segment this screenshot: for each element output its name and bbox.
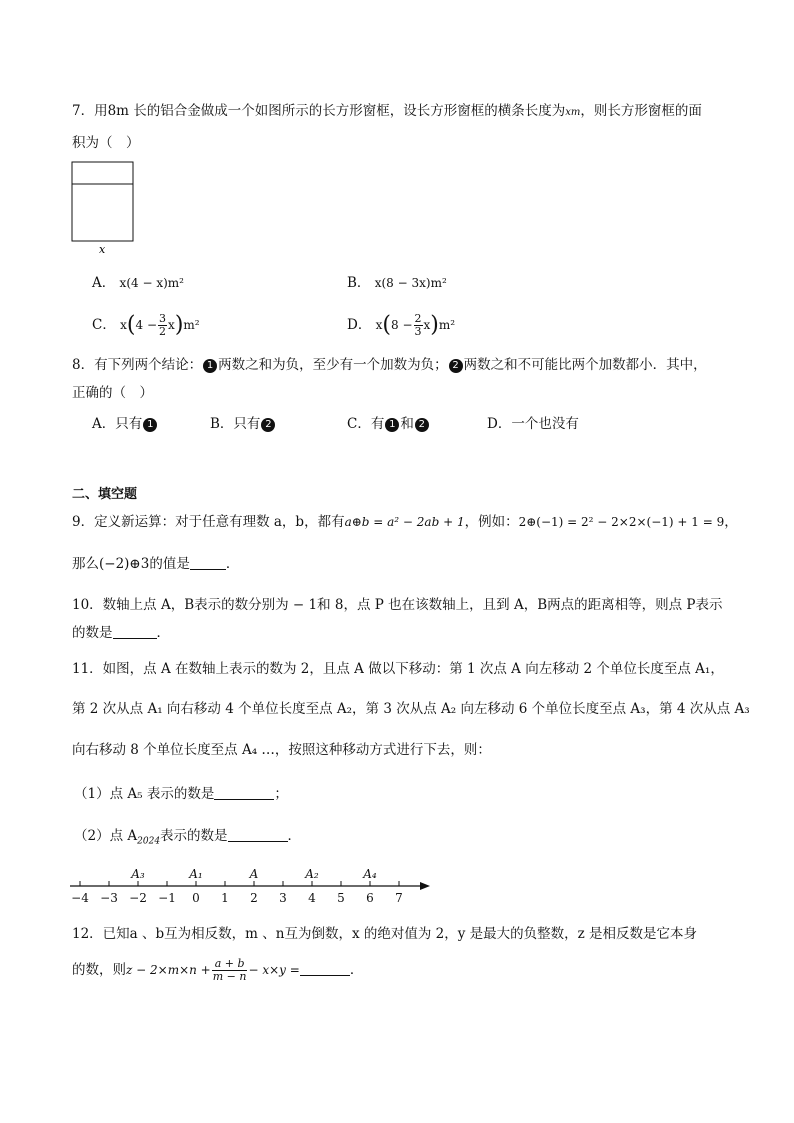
number-line-tick-label: 6 bbox=[366, 891, 374, 905]
option-c-fraction bbox=[158, 313, 167, 338]
q12-expr-b: − x×y = bbox=[248, 963, 300, 977]
q7-option-c[interactable]: C． x(4 − $\frac{3}{2}$ x)m² bbox=[92, 312, 200, 338]
q10-line1: 10．数轴上点 A，B表示的数分别为 − 1和 8，点 P 也在该数轴上，且到 A，B两点的距离相等，则点 P表示 bbox=[72, 597, 723, 613]
window-frame-figure bbox=[70, 160, 138, 256]
q12-fraction bbox=[212, 958, 248, 983]
number-line-point-label: A bbox=[249, 867, 259, 881]
q9-example: 2⊕(−1) = 2² − 2×2×(−1) + 1 = 9 bbox=[518, 515, 725, 529]
q10-line2 bbox=[72, 623, 170, 643]
q8-b-text: B．只有 bbox=[210, 416, 261, 432]
q12-denominator: m − n bbox=[212, 970, 247, 983]
q12-line2-end: ． bbox=[349, 962, 364, 978]
q9-line2-b: 的值是 bbox=[149, 556, 190, 572]
q11-line2: 第 2 次从点 A₁ 向右移动 4 个单位长度至点 A₂，第 3 次从点 A₂ 向左移动 6 个单位长度至点 A₃，第 4 次从点 A₃ bbox=[72, 701, 750, 717]
option-c-x: x bbox=[120, 318, 127, 332]
option-b-label: B． bbox=[347, 275, 371, 291]
q8-c-text: C．有 bbox=[347, 416, 385, 432]
circled-one-icon: 1 bbox=[385, 418, 399, 432]
circled-two-icon: 2 bbox=[261, 418, 275, 432]
q10-line2-end: ． bbox=[156, 625, 170, 641]
q8-option-c[interactable] bbox=[347, 414, 430, 434]
circled-one-icon: 1 bbox=[143, 418, 157, 432]
section-heading: 二、填空题 bbox=[72, 487, 138, 502]
number-line-tick-label: 0 bbox=[192, 891, 200, 905]
q7-line2: 积为（ ） bbox=[72, 135, 140, 151]
option-c-label: C． bbox=[92, 317, 116, 333]
number-line-point-label: A₂ bbox=[305, 867, 319, 881]
q9-expression: (−2)⊕3 bbox=[99, 556, 150, 572]
option-d-label: D． bbox=[347, 317, 372, 333]
q11-sub2-end: ． bbox=[287, 828, 302, 844]
number-line-figure bbox=[66, 862, 436, 910]
q7-var: xm bbox=[565, 107, 581, 118]
q8-text-c: 两数之和不可能比两个加数都小．其中， bbox=[463, 357, 707, 373]
q12-line2 bbox=[72, 958, 363, 983]
q12-answer-blank[interactable] bbox=[300, 961, 350, 976]
number-line-tick-label: −2 bbox=[129, 891, 147, 905]
circled-one-icon: 1 bbox=[203, 359, 217, 373]
q7-option-a[interactable] bbox=[92, 273, 184, 293]
q11-line1: 11．如图，点 A 在数轴上表示的数为 2，且点 A 做以下移动：第 1 次点 A 向左移动 2 个单位长度至点 A₁， bbox=[72, 661, 724, 677]
option-d-inner: 8 − bbox=[391, 318, 413, 332]
q11-sub1-text: （1）点 A₅ 表示的数是 bbox=[74, 786, 215, 802]
q8-a-text: A．只有 bbox=[92, 416, 143, 432]
number-line-tick-label: 5 bbox=[337, 891, 345, 905]
q12-line1: 12．已知a 、b互为相反数，m 、n互为倒数，x 的绝对值为 2，y 是最大的负整数，z 是相反数是它本身 bbox=[72, 926, 698, 942]
window-frame-outer bbox=[72, 162, 133, 241]
option-a-label: A． bbox=[92, 275, 116, 291]
q11-sub1-end: ； bbox=[274, 786, 288, 802]
q7-line1 bbox=[72, 101, 702, 123]
number-line-tick-label: −4 bbox=[71, 891, 89, 905]
q10-line2-text: 的数是 bbox=[72, 625, 113, 641]
q9-text-end: ， bbox=[724, 514, 738, 530]
option-a-expr: x(4 − x)m² bbox=[119, 276, 184, 290]
q9-text-mid: ，例如： bbox=[464, 514, 519, 530]
number-line-point-label: A₃ bbox=[131, 867, 145, 881]
q9-line2-a: 那么 bbox=[72, 556, 99, 572]
option-c-inner: 4 − bbox=[135, 318, 158, 332]
q12-expr-a: z − 2×m×n + bbox=[126, 963, 211, 977]
q11-sub2 bbox=[74, 826, 301, 852]
window-frame-label: x bbox=[99, 243, 106, 256]
option-d-x: x bbox=[375, 318, 383, 332]
circled-two-icon: 2 bbox=[415, 418, 429, 432]
number-line-tick-label: 3 bbox=[279, 891, 287, 905]
q11-line3: 向右移动 8 个单位长度至点 A₄ …，按照这种移动方式进行下去，则： bbox=[72, 742, 491, 758]
circled-two-icon: 2 bbox=[449, 359, 463, 373]
q12-line2-text: 的数，则 bbox=[72, 962, 126, 978]
option-c-unit: m² bbox=[183, 318, 200, 332]
number-line-tick-label: 4 bbox=[308, 891, 316, 905]
q11-sub2-subscript: 2024 bbox=[137, 836, 161, 847]
number-line-tick-label: 2 bbox=[250, 891, 258, 905]
q8-line2: 正确的（ ） bbox=[72, 385, 153, 401]
option-c-x2: x bbox=[168, 318, 175, 332]
q7-text: 7．用8m 长的铝合金做成一个如图所示的长方形窗框，设长方形窗框的横条长度为 bbox=[72, 103, 566, 119]
number-line-tick-label: −3 bbox=[100, 891, 118, 905]
number-line-tick-label: 7 bbox=[395, 891, 403, 905]
q12-numerator: a + b bbox=[212, 958, 248, 971]
q7-text2: ，则长方形窗框的面 bbox=[580, 103, 702, 119]
option-d-den: 3 bbox=[414, 325, 422, 338]
option-c-num: 3 bbox=[159, 312, 167, 325]
q7-option-b[interactable] bbox=[347, 273, 447, 293]
option-d-fraction bbox=[414, 313, 423, 338]
q10-answer-blank[interactable] bbox=[113, 624, 157, 639]
arrow-right-icon bbox=[420, 882, 430, 890]
option-c-den: 2 bbox=[159, 325, 167, 338]
q9-answer-blank[interactable] bbox=[190, 555, 226, 570]
q9-definition: a⊕b = a² − 2ab + 1 bbox=[344, 515, 465, 529]
number-line-point-label: A₄ bbox=[363, 867, 377, 881]
q9-line2-end: ． bbox=[225, 556, 240, 572]
q11-sub2-blank[interactable] bbox=[228, 827, 288, 842]
q7-option-d[interactable]: D． x(8 − $\frac{2}{3}$ x)m² bbox=[347, 312, 456, 338]
number-line-tick-label: −1 bbox=[158, 891, 176, 905]
q11-sub1-blank[interactable] bbox=[214, 785, 274, 800]
q8-option-d[interactable]: D．一个也没有 bbox=[487, 416, 579, 432]
option-d-unit: m² bbox=[438, 318, 456, 332]
option-d-x2: x bbox=[423, 318, 431, 332]
number-line-point-label: A₁ bbox=[189, 867, 203, 881]
number-line-tick-label: 1 bbox=[221, 891, 229, 905]
q8-line1 bbox=[72, 355, 707, 375]
option-d-num: 2 bbox=[414, 312, 422, 325]
q8-c-and: 和 bbox=[400, 416, 414, 432]
q9-line2 bbox=[72, 554, 239, 574]
q11-sub1 bbox=[74, 784, 288, 804]
option-b-expr: x(8 − 3x)m² bbox=[374, 276, 447, 290]
q9-line1 bbox=[72, 512, 738, 532]
q11-sub2-text-b: 表示的数是 bbox=[160, 828, 228, 844]
q9-text: 9．定义新运算：对于任意有理数 a，b，都有 bbox=[72, 514, 345, 530]
q8-text-b: 两数之和为负，至少有一个加数为负； bbox=[218, 357, 448, 373]
q11-sub2-text: （2）点 A bbox=[74, 828, 138, 844]
q8-option-a[interactable] bbox=[92, 414, 158, 434]
q8-option-b[interactable] bbox=[210, 414, 276, 434]
q8-text-a: 8．有下列两个结论： bbox=[72, 357, 203, 373]
